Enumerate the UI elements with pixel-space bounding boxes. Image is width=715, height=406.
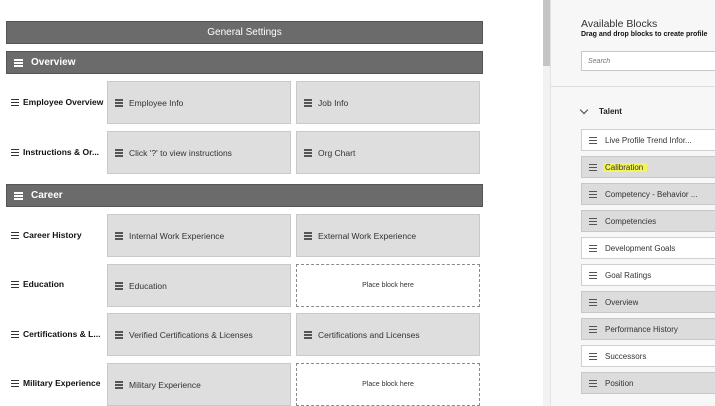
- block-label: Job Info: [318, 97, 349, 108]
- available-block-competency-behavior[interactable]: [581, 183, 715, 205]
- available-block-overview[interactable]: [581, 291, 715, 313]
- drop-zone-placeholder[interactable]: [296, 363, 480, 406]
- drag-handle-icon[interactable]: [115, 381, 123, 388]
- block-education[interactable]: [107, 264, 291, 307]
- row-label-military-experience[interactable]: [11, 376, 106, 390]
- available-block-label: Overview: [605, 297, 639, 307]
- row-label-text: Military Experience: [23, 378, 101, 388]
- available-block-label: Performance History: [605, 324, 678, 334]
- available-block-label: Competency - Behavior ...: [605, 189, 698, 199]
- row-label-certifications[interactable]: [11, 327, 106, 341]
- drag-handle-icon[interactable]: [304, 149, 312, 156]
- block-label: Employee Info: [129, 97, 184, 108]
- drag-handle-icon[interactable]: [304, 99, 312, 106]
- drag-handle-icon[interactable]: [11, 149, 19, 156]
- block-external-work-experience[interactable]: [296, 214, 480, 257]
- drag-handle-icon[interactable]: [115, 232, 123, 239]
- drag-handle-icon[interactable]: [11, 99, 19, 106]
- row-label-text: Employee Overview: [23, 97, 104, 107]
- available-block-label: Development Goals: [605, 243, 676, 253]
- row-label-text: Instructions & Or...: [23, 147, 100, 157]
- block-internal-work-experience[interactable]: [107, 214, 291, 257]
- available-block-label: Live Profile Trend Infor...: [605, 135, 692, 145]
- block-label: Click '?' to view instructions: [129, 147, 232, 158]
- group-toggle-talent[interactable]: [581, 107, 622, 116]
- drag-handle-icon[interactable]: [14, 59, 23, 66]
- drag-handle-icon[interactable]: [589, 380, 597, 387]
- available-block-goal-ratings[interactable]: [581, 264, 715, 286]
- row-label-education[interactable]: [11, 277, 106, 291]
- block-label: Military Experience: [129, 379, 201, 390]
- available-block-label: Goal Ratings: [605, 270, 652, 280]
- drag-handle-icon[interactable]: [304, 232, 312, 239]
- drag-handle-icon[interactable]: [11, 380, 19, 387]
- block-label: External Work Experience: [318, 230, 417, 241]
- chevron-down-icon[interactable]: [580, 106, 588, 114]
- block-job-info[interactable]: [296, 81, 480, 124]
- available-block-performance-history[interactable]: [581, 318, 715, 340]
- drag-handle-icon[interactable]: [14, 192, 23, 199]
- drag-handle-icon[interactable]: [589, 245, 597, 252]
- available-block-label: Calibration: [603, 163, 647, 172]
- panel-divider: [551, 86, 715, 87]
- available-block-development-goals[interactable]: [581, 237, 715, 259]
- block-label: Certifications and Licenses: [318, 329, 420, 340]
- block-military-experience[interactable]: [107, 363, 291, 406]
- drag-handle-icon[interactable]: [11, 232, 19, 239]
- drag-handle-icon[interactable]: [589, 137, 597, 144]
- available-blocks-panel: [550, 0, 715, 406]
- block-verified-certifications[interactable]: [107, 313, 291, 356]
- general-settings-bar[interactable]: [6, 21, 483, 44]
- block-label: Education: [129, 280, 167, 291]
- drag-handle-icon[interactable]: [589, 326, 597, 333]
- drag-handle-icon[interactable]: [589, 164, 597, 171]
- drag-handle-icon[interactable]: [11, 331, 19, 338]
- drag-handle-icon[interactable]: [589, 218, 597, 225]
- section-header-overview[interactable]: [6, 51, 483, 74]
- panel-title: Available Blocks: [581, 18, 658, 30]
- drag-handle-icon[interactable]: [589, 272, 597, 279]
- scrollbar-thumb[interactable]: [543, 0, 550, 66]
- block-instructions[interactable]: [107, 131, 291, 174]
- block-label: Internal Work Experience: [129, 230, 225, 241]
- block-org-chart[interactable]: [296, 131, 480, 174]
- available-block-label: Position: [605, 378, 634, 388]
- section-title: Overview: [31, 57, 76, 68]
- section-title: Career: [31, 190, 63, 201]
- available-block-label: Successors: [605, 351, 647, 361]
- available-block-label: Competencies: [605, 216, 657, 226]
- drag-handle-icon[interactable]: [115, 331, 123, 338]
- panel-subtitle: Drag and drop blocks to create profile: [581, 31, 708, 38]
- block-certifications-licenses[interactable]: [296, 313, 480, 356]
- block-employee-info[interactable]: [107, 81, 291, 124]
- group-label: Talent: [599, 107, 622, 116]
- row-label-text: Certifications & L...: [23, 329, 101, 339]
- placeholder-text: Place block here: [362, 282, 414, 289]
- row-label-text: Career History: [23, 230, 82, 240]
- row-label-employee-overview[interactable]: [11, 95, 106, 109]
- general-settings-title: General Settings: [207, 27, 282, 38]
- section-header-career[interactable]: [6, 184, 483, 207]
- available-block-successors[interactable]: [581, 345, 715, 367]
- available-block-calibration[interactable]: [581, 156, 715, 178]
- drag-handle-icon[interactable]: [589, 191, 597, 198]
- drag-handle-icon[interactable]: [11, 281, 19, 288]
- row-label-career-history[interactable]: [11, 228, 106, 242]
- available-block-position[interactable]: [581, 372, 715, 394]
- drop-zone-placeholder[interactable]: [296, 264, 480, 307]
- drag-handle-icon[interactable]: [115, 99, 123, 106]
- canvas-scrollbar[interactable]: [543, 0, 550, 406]
- drag-handle-icon[interactable]: [115, 149, 123, 156]
- drag-handle-icon[interactable]: [589, 353, 597, 360]
- drag-handle-icon[interactable]: [589, 299, 597, 306]
- available-block-competencies[interactable]: [581, 210, 715, 232]
- block-label: Org Chart: [318, 147, 356, 158]
- available-block-live-profile-trend[interactable]: [581, 129, 715, 151]
- row-label-text: Education: [23, 279, 65, 289]
- placeholder-text: Place block here: [362, 381, 414, 388]
- drag-handle-icon[interactable]: [115, 282, 123, 289]
- block-label: Verified Certifications & Licenses: [129, 329, 253, 340]
- search-input[interactable]: [581, 51, 715, 71]
- row-label-instructions[interactable]: [11, 145, 106, 159]
- drag-handle-icon[interactable]: [304, 331, 312, 338]
